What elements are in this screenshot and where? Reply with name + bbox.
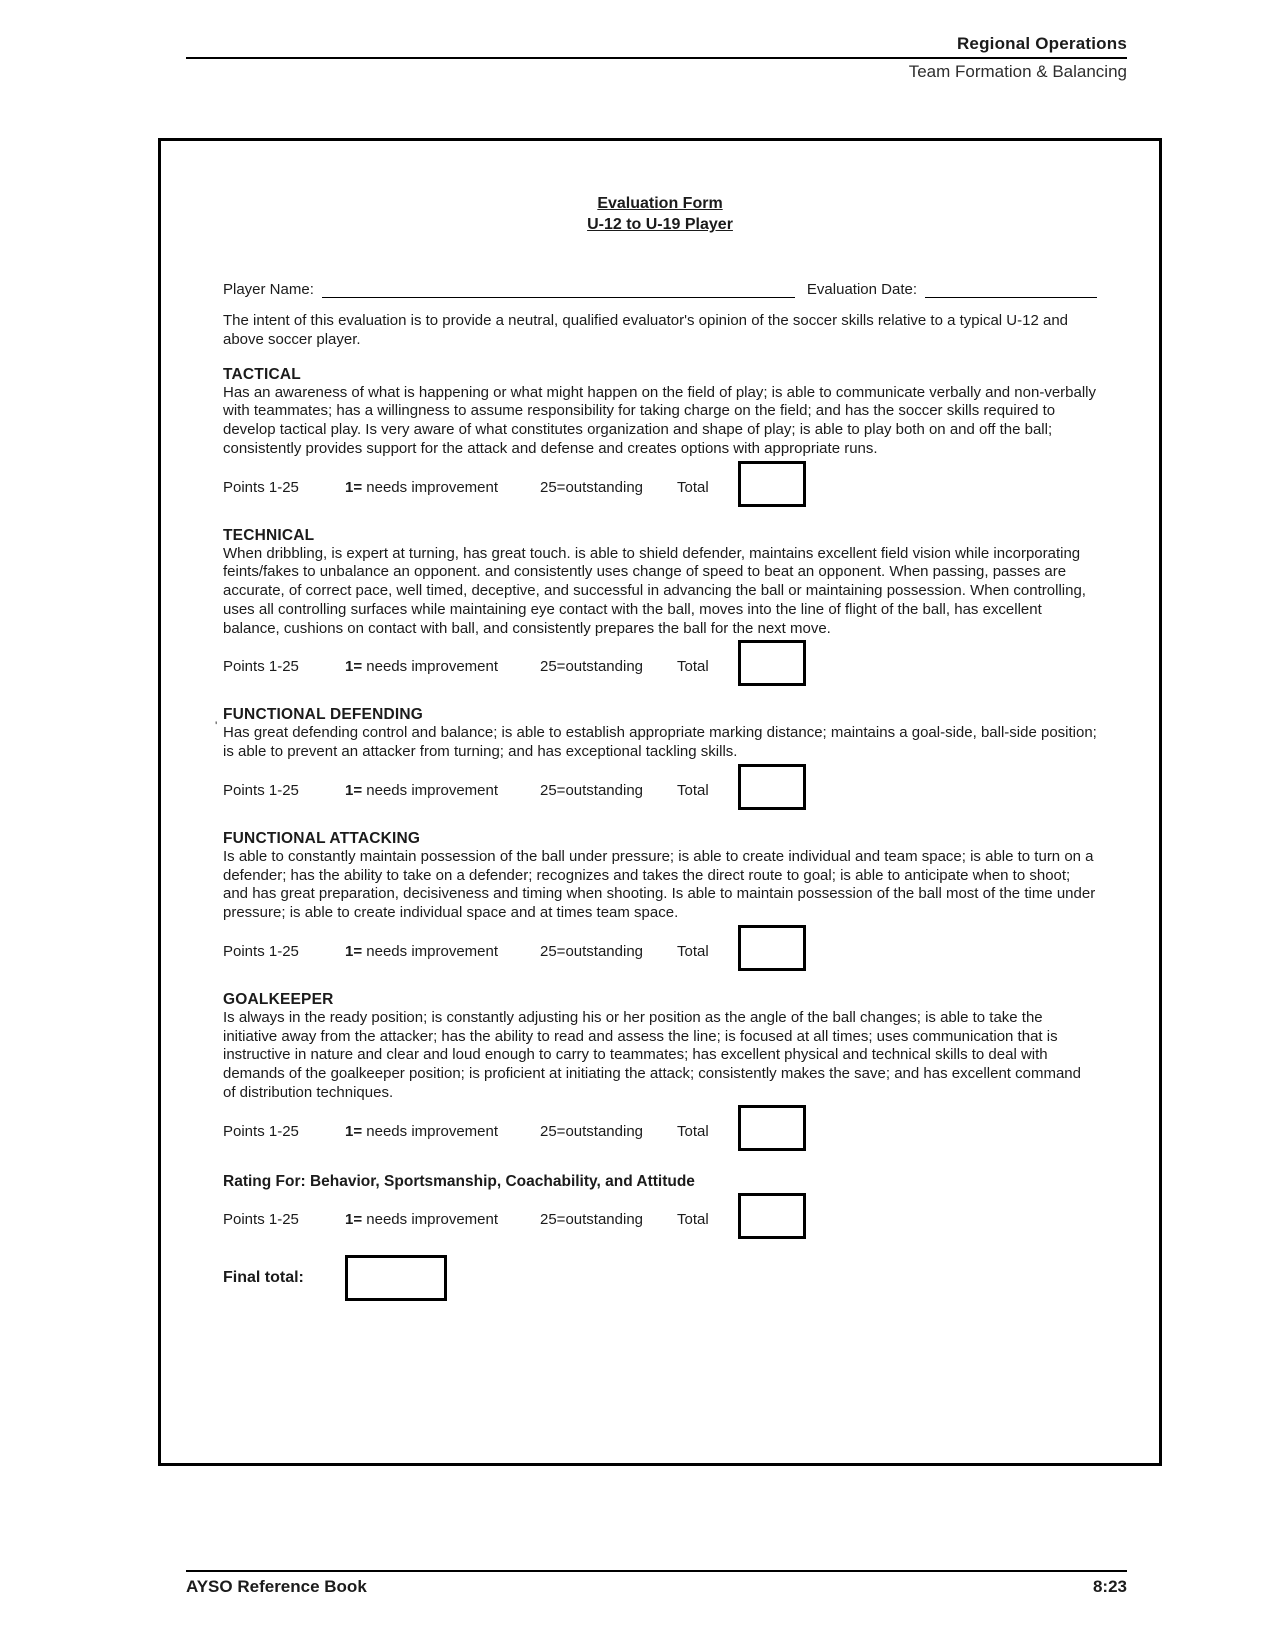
section-rating (223, 1173, 1097, 1243)
low-score-legend: 1= needs improvement (345, 1122, 499, 1140)
page-header (186, 34, 1127, 82)
rating-heading: Rating For: Behavior, Sportsmanship, Coachability, and Attitude (223, 1172, 695, 1190)
player-info-row (223, 279, 1097, 298)
total-label: Total (677, 1122, 709, 1140)
total-input-box[interactable] (738, 925, 806, 971)
total-label: Total (677, 478, 709, 496)
section-heading: GOALKEEPER (223, 990, 334, 1008)
low-score-legend: 1= needs improvement (345, 942, 499, 960)
section-description: ' Has great defending control and balance; is able to establish appropriate marking distance; maintains a goal-side, ball-side position; is able to prevent an attacker from turning; and has exceptional tackling skills. (215, 719, 1097, 760)
low-score-legend: 1= needs improvement (345, 781, 499, 799)
section-functional-defending (215, 706, 1097, 814)
total-input-box[interactable] (738, 1105, 806, 1151)
form-title-line1: Evaluation Form (597, 195, 723, 212)
total-label: Total (677, 1210, 709, 1228)
footer-book-title: AYSO Reference Book (186, 1577, 367, 1596)
points-row (223, 925, 1097, 975)
points-row (223, 640, 1097, 690)
final-total-row (223, 1255, 1097, 1305)
points-range-label: Points 1-25 (223, 478, 299, 496)
total-input-box[interactable] (738, 764, 806, 810)
section-heading: TACTICAL (223, 365, 301, 383)
high-score-legend: 25=outstanding (540, 1210, 644, 1228)
header-divider-rule (186, 57, 1127, 59)
header-section-title: Regional Operations (956, 34, 1127, 53)
total-label: Total (677, 781, 709, 799)
high-score-legend: 25=outstanding (540, 942, 644, 960)
total-label: Total (677, 658, 709, 676)
evaluation-form-container (158, 138, 1162, 1466)
high-score-legend: 25=outstanding (540, 658, 644, 676)
total-label: Total (677, 942, 709, 960)
points-range-label: Points 1-25 (223, 1210, 299, 1228)
final-total-label: Final total: (223, 1268, 304, 1286)
footer-divider-rule (186, 1570, 1127, 1572)
page-footer (186, 1570, 1127, 1597)
evaluation-date-field[interactable] (925, 279, 1097, 298)
section-description: When dribbling, is expert at turning, has great touch. is able to shield defender, maintains excellent field vision while incorporating feints/fakes to unbalance an opponent. and consistently uses change of speed to beat an opponent. When passing, passes are accurate, of correct pace, well timed, deceptive, and successful in advancing the ball or maintaining possession. When controlling, uses all controlling surfaces while maintaining eye contact with the ball, moves into the line of flight of the ball, has excellent balance, cushions on contact with ball, and consistently prepares the ball for the next move. (223, 544, 1086, 637)
section-description: Is always in the ready position; is constantly adjusting his or her position as the angle of the ball changes; is able to take the initiative away from the attacker; has the ability to read and assess the line; is focused at all times; uses communication that is instructive in nature and clear and loud enough to carry to teammates; has excellent physical and technical skills to deal with demands of the goalkeeper position; is proficient at initiating the attack; consistently makes the save; and has excellent command of distribution techniques. (223, 1008, 1081, 1101)
form-title-line2: U-12 to U-19 Player (587, 216, 733, 233)
total-input-box[interactable] (738, 640, 806, 686)
points-range-label: Points 1-25 (223, 658, 299, 676)
final-total-input-box[interactable] (345, 1255, 447, 1301)
intro-text: The intent of this evaluation is to provide a neutral, qualified evaluator's opinion of the soccer skills relative to a typical U-12 and above soccer player. (223, 312, 1069, 348)
section-goalkeeper (223, 991, 1097, 1155)
section-description: Has an awareness of what is happening or what might happen on the field of play; is able to communicate verbally and non-verbally with teammates; has a willingness to assume responsibility for taking charge on the field; and has the soccer skills required to develop tactical play. Is very aware of what constitutes organization and shape of play; is able to play both on and off the ball; consistently provides support for the attack and defense and creates options with appropriate runs. (223, 383, 1097, 457)
points-range-label: Points 1-25 (223, 1122, 299, 1140)
points-row (223, 764, 1097, 814)
stray-mark: ' (215, 719, 218, 734)
points-row (223, 461, 1097, 511)
form-title (223, 193, 1097, 235)
section-functional-attacking (223, 830, 1097, 975)
section-heading: FUNCTIONAL ATTACKING (223, 829, 421, 847)
points-row (223, 1105, 1097, 1155)
total-input-box[interactable] (738, 461, 806, 507)
section-description: Is able to constantly maintain possession of the ball under pressure; is able to create individual and team space; is able to turn on a defender; has the ability to take on a defender; recognizes and takes the direct route to goal; is able to anticipate when to shoot; and has great preparation, decisiveness and timing when shooting. Is able to maintain possession of the ball most of the time under pressure; is able to create individual space and at times team space. (223, 847, 1096, 921)
section-heading: TECHNICAL (223, 526, 315, 544)
footer-page-number: 8:23 (1092, 1577, 1127, 1596)
points-row (223, 1193, 1097, 1243)
points-range-label: Points 1-25 (223, 781, 299, 799)
section-heading: FUNCTIONAL DEFENDING (223, 706, 424, 724)
evaluation-date-label: Evaluation Date: (806, 281, 917, 298)
header-subsection-title: Team Formation & Balancing (908, 62, 1127, 81)
low-score-legend: 1= needs improvement (345, 478, 499, 496)
section-tactical (223, 366, 1097, 511)
player-name-label: Player Name: (223, 281, 314, 298)
low-score-legend: 1= needs improvement (345, 1210, 499, 1228)
high-score-legend: 25=outstanding (540, 781, 644, 799)
section-technical (223, 527, 1097, 691)
high-score-legend: 25=outstanding (540, 478, 644, 496)
points-range-label: Points 1-25 (223, 942, 299, 960)
high-score-legend: 25=outstanding (540, 1122, 644, 1140)
player-name-field[interactable] (322, 279, 795, 298)
low-score-legend: 1= needs improvement (345, 658, 499, 676)
total-input-box[interactable] (738, 1193, 806, 1239)
